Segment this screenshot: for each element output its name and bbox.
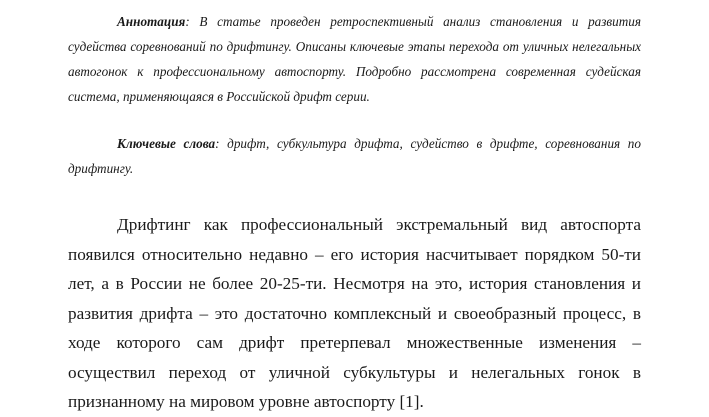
abstract-text: : В статье проведен ретроспективный анализ становления и развития судейства соревнований по дрифтингу. Описаны ключевые этапы перехода от уличных нелегальных автогонок к профессиональному автоспорту. Подробно рассмотрена современная судейская система, применяющаяся в Российской дрифт серии.	[68, 14, 641, 104]
document-page	[68, 9, 641, 417]
abstract-label: Аннотация	[117, 14, 186, 29]
keywords-text: : дрифт, субкультура дрифта, судейство в дрифте, соревнования по дрифтингу.	[68, 136, 641, 176]
keywords-paragraph	[68, 131, 641, 181]
keywords-label: Ключевые слова	[117, 136, 216, 151]
abstract-paragraph	[68, 9, 641, 109]
body-paragraph: Дрифтинг как профессиональный экстремальный вид автоспорта появился относительно недавно – его история насчитывает порядком 50-ти лет, а в России не более 20-25-ти. Несмотря на это, история становления и развития дрифта – это достаточно комплексный и своеобразный процесс, в ходе которого сам дрифт претерпевал множественные изменения – осуществил переход от уличной субкультуры и нелегальных гонок в признанному на мировом уровне автоспорту [1].	[68, 215, 641, 411]
